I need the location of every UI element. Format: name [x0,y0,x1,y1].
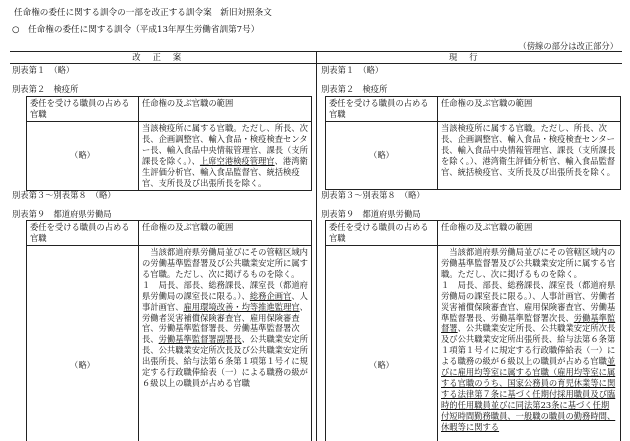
column-header-revised: 改正案 [10,52,317,63]
amended-text: 労働基準監督署副署長 [158,334,242,345]
document-title: 任命権の委任に関する訓令の一部を改正する訓令案 新旧対照条文 [14,8,272,18]
table-header-scope: 任命権の及ぶ官職の範囲 [438,97,621,122]
table-header-scope: 任命権の及ぶ官職の範囲 [438,221,621,246]
amended-text: 総務企画官 [249,290,292,301]
table-cell-scope [139,245,312,441]
table-cell-scope [139,121,312,190]
exclusion-item-1: １ 局長、部長、総務課長、課室長（都道府県労働局の課室長に限る。）、総務企画官、人事計画官、雇用環境改善・均等推進監理官、労働者災害補償保険審査官、雇用保険審査官、労働基準監督署長、労働基準監督署次長、労働基準監督署副署長、公共職業安定所長、公共職業安定所次長及び公共職業安定所出張所長、給与法第６条第１項第１号イに規定する行政職俸給表（一）による職務の級が６級以上の職員が占める官職 [142,279,308,389]
table-cell-scope [438,245,621,441]
amended-text: 上席空港検疫管理官 [199,155,275,166]
appendix-9-heading: 別表第９ 都道府県労働局 [321,209,421,219]
table-header-official: 委任を受ける職員の占める官職 [326,221,438,246]
table-header-official: 委任を受ける職員の占める官職 [27,221,139,246]
appendix-9-table [26,220,312,441]
table-cell-omitted: （略） [326,245,438,441]
appendix-1-heading: 別表第１ （略） [12,65,75,75]
table-cell-omitted: （略） [27,121,139,190]
appendix-2-heading: 別表第２ 検疫所 [321,84,388,94]
table-cell-omitted: （略） [326,121,438,189]
table-header-scope: 任命権の及ぶ官職の範囲 [139,221,312,246]
scope-text: 当該都道府県労働局並びにその管轄区域内の労働基準監督署及び公共職業安定所に属する官職。ただし、次に掲げるものを除く。 [142,246,308,279]
appendix-2-table [325,96,621,190]
amended-text: 労働基準監督署 [441,312,616,334]
appendix-3-8-heading: 別表第３～別表第８ （略） [321,190,425,200]
appendix-2-heading: 別表第２ 検疫所 [12,84,79,94]
underline-note: （傍線の部分は改正部分） [518,41,618,51]
appendix-2-table [26,96,312,191]
appendix-3-8-heading: 別表第３～別表第８ （略） [12,190,116,200]
table-cell-scope: 当該検疫所に属する官職。ただし、所長、次長、企画調整官、輸入食品・検疫検査センター長、輸入食品中央情報管理官、課長（支所課長を除く。）、港湾衛生評価分析官、輸入食品監督官、統括検疫官、支所長及び出張所長を除く。 [438,121,621,189]
appendix-9-table [325,220,621,441]
table-header-scope: 任命権の及ぶ官職の範囲 [139,97,312,122]
exclusion-item-1: １ 局長、部長、総務課長、課室長（都道府県労働局の課室長に限る。）、人事計画官、労働者災害補償保険審査官、雇用保険審査官、労働基準監督署長、労働基準監督署次長、労働基準監督署、公共職業安定所長、公共職業安定所次長及び公共職業安定所出張所長、給与法第６条第１項第１号イに規定する行政職俸給表（一）による職務の級が６級以上の職員が占める官職並びに雇用均等室に属する官職（雇用均等室に属する官職のうち、国家公務員の育児休業等に関する法律第７条に基づく任期付採用職員及び臨時的任用職員並びに同法第23条に基づく任期付短時間勤務職員、一般職の職員の勤務時間、休暇等に関する [441,279,616,432]
column-divider [316,62,317,441]
appendix-9-heading: 別表第９ 都道府県労働局 [12,209,112,219]
scope-text: 当該都道府県労働局並びにその管轄区域内の労働基準監督署及び公共職業安定所に属する官職。ただし、次に掲げるものを除く。 [441,246,616,279]
scope-text: 、港湾衛生評価分析官、輸入食品監督官、統括検疫官、支所長及び出張所長を除く。 [142,155,308,188]
amended-text: 並びに雇用均等室に属する官職（雇用均等室に属する官職のうち、国家公務員の育児休業等に関する法律第７条に基づく任期付採用職員及び臨時的任用職員並びに同法第23条に基づく任期付短時間勤務職員、一般職の職員の勤務時間、休暇等に関する [441,356,616,432]
table-header-official: 委任を受ける職員の占める官職 [326,97,438,122]
scope-text: 当該検疫所に属する官職。ただし、所長、次長、企画調整官、輸入食品・検疫検査センター長、輸入食品中央情報管理官、課長（支所課長を除く。）、 [142,122,308,166]
amended-text: 雇用環境改善・均等推進監理官 [183,301,300,312]
table-cell-omitted: （略） [27,245,139,441]
appendix-1-heading: 別表第１ （略） [321,65,384,75]
document-subtitle: ○ 任命権の委任に関する訓令（平成13年厚生労働省訓第7号） [12,25,260,35]
table-header-official: 委任を受ける職員の占める官職 [27,97,139,122]
column-header-current: 現行 [448,52,490,62]
